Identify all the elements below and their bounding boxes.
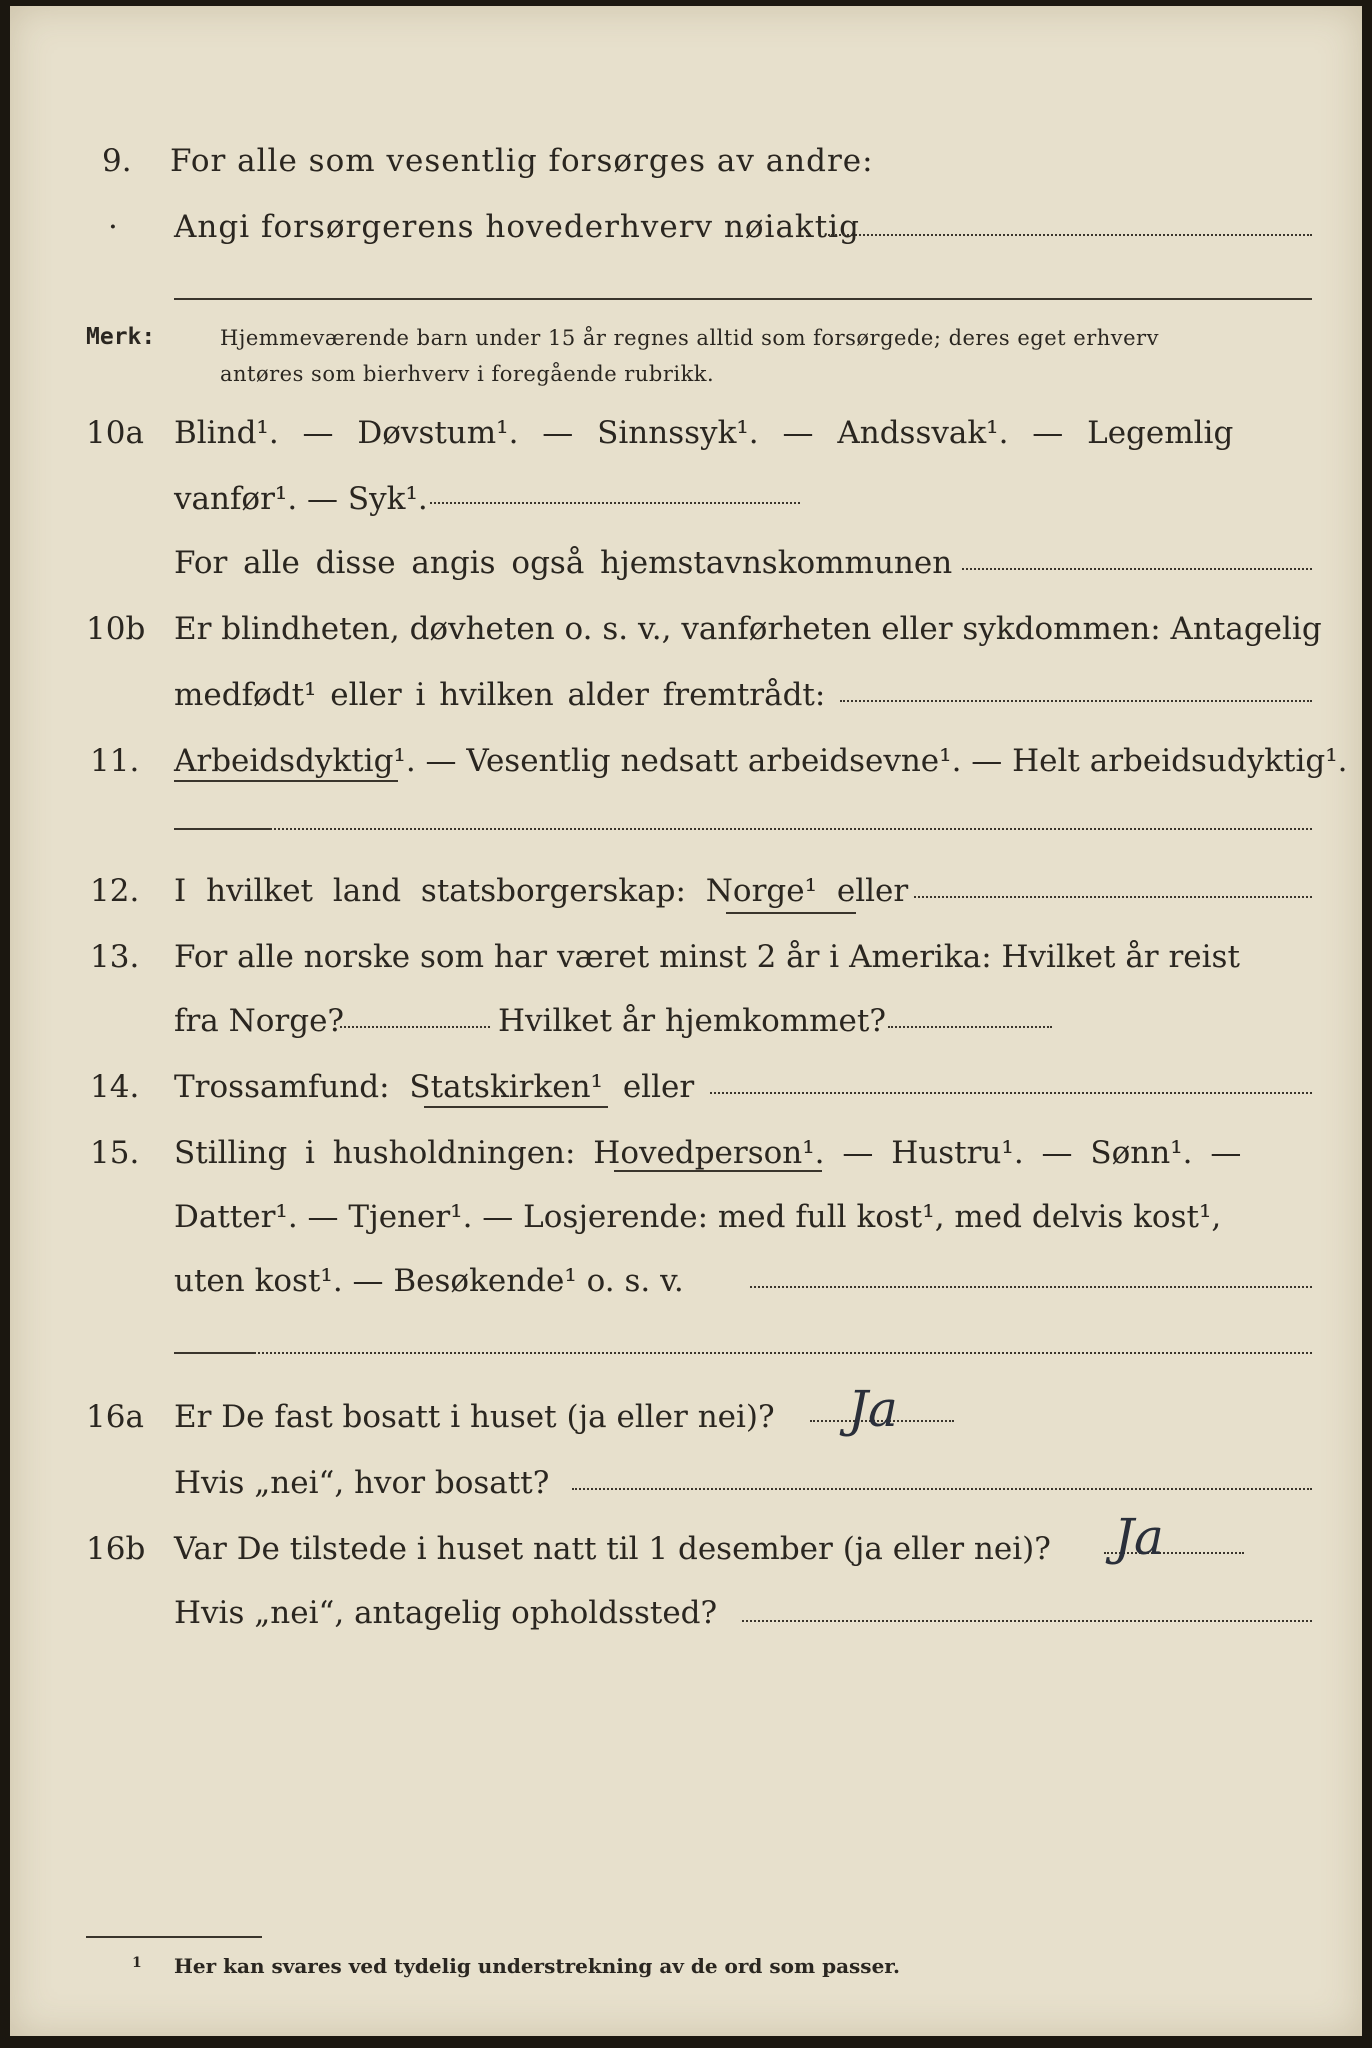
- q16b-line2: Hvis „nei“, antagelig opholdssted?: [174, 1595, 718, 1631]
- q15-answer-line-2: [254, 1352, 1312, 1354]
- q14-number: 14.: [90, 1069, 140, 1105]
- bullet-mark: ·: [108, 209, 118, 245]
- q9-line1: For alle som vesentlig forsørges av andre:: [170, 143, 874, 179]
- q15-line2: Datter¹. — Tjener¹. — Losjerende: med full kost¹, med delvis kost¹,: [174, 1199, 1222, 1235]
- footnote-rule: [86, 1936, 262, 1938]
- q13-hjemkommet-answer-line: [888, 1026, 1052, 1028]
- q12-line1: I hvilket land statsborgerskap: Norge¹ eller: [174, 873, 909, 909]
- q10a-kommune-answer-line: [962, 568, 1312, 570]
- q9-answer-rule: [174, 298, 1312, 300]
- q10a-number: 10a: [86, 415, 144, 451]
- q10b-number: 10b: [86, 611, 146, 647]
- q13-number: 13.: [90, 939, 140, 975]
- q12-underline-norge: [726, 912, 856, 914]
- q10a-line1: Blind¹. — Døvstum¹. — Sinnssyk¹. — Andssvak¹. — Legemlig: [174, 415, 1234, 451]
- q10a-line3: For alle disse angis også hjemstavnskommunen: [174, 545, 953, 581]
- q16a-line1: Er De fast bosatt i huset (ja eller nei)?: [174, 1399, 775, 1435]
- q15-underline-hovedperson: [614, 1170, 822, 1172]
- census-form-page: [10, 6, 1362, 2036]
- q15-answer-line: [750, 1286, 1312, 1288]
- q11-underline-arbeidsdyktig: [174, 780, 398, 782]
- q14-underline-statskirken: [424, 1106, 608, 1108]
- q9-number: 9.: [102, 143, 132, 179]
- q15-number: 15.: [90, 1135, 140, 1171]
- q9-answer-line: [828, 234, 1312, 236]
- q16b-handwritten-answer: Ja: [1114, 1508, 1164, 1566]
- merk-label: Merk:: [86, 324, 156, 350]
- q10a-line2: vanfør¹. — Syk¹.: [174, 481, 428, 517]
- q11-number: 11.: [90, 743, 140, 779]
- q9-line2: Angi forsørgerens hovederhverv nøiaktig: [174, 209, 860, 245]
- q10a-syk-answer-line: [430, 502, 800, 504]
- q14-line1: Trossamfund: Statskirken¹ eller: [174, 1069, 695, 1105]
- q13-line2a: fra Norge?: [174, 1003, 345, 1039]
- q16a-number: 16a: [86, 1399, 144, 1435]
- merk-line2: antøres som bierhverv i foregående rubrikk.: [220, 362, 715, 386]
- footnote-text: Her kan svares ved tydelig understrekning av de ord som passer.: [174, 1954, 900, 1978]
- q14-answer-line: [710, 1092, 1312, 1094]
- q10b-line1: Er blindheten, døvheten o. s. v., vanførheten eller sykdommen: Antagelig: [174, 611, 1322, 647]
- q13-line2b: Hvilket år hjemkommet?: [498, 1003, 886, 1039]
- q10b-line2: medfødt¹ eller i hvilken alder fremtrådt:: [174, 677, 826, 713]
- q10b-answer-line: [840, 700, 1312, 702]
- q16a-line2: Hvis „nei“, hvor bosatt?: [174, 1465, 550, 1501]
- q16a-bosatt-answer-line: [572, 1488, 1312, 1490]
- q11-line1: Arbeidsdyktig¹. — Vesentlig nedsatt arbeidsevne¹. — Helt arbeidsudyktig¹.: [174, 743, 1348, 779]
- q16b-line1: Var De tilstede i huset natt til 1 desember (ja eller nei)?: [174, 1531, 1051, 1567]
- merk-line1: Hjemmeværende barn under 15 år regnes alltid som forsørgede; deres eget erhverv: [220, 326, 1159, 350]
- q16b-number: 16b: [86, 1531, 146, 1567]
- q15-answer-rule-solid: [174, 1352, 254, 1354]
- q15-line1: Stilling i husholdningen: Hovedperson¹. — Hustru¹. — Sønn¹. —: [174, 1135, 1242, 1171]
- footnote-mark: 1: [132, 1955, 142, 1971]
- q12-answer-line: [914, 896, 1312, 898]
- q16b-opholdssted-answer-line: [742, 1620, 1312, 1622]
- q11-answer-rule-solid: [174, 828, 270, 830]
- q13-reist-answer-line: [340, 1026, 490, 1028]
- q11-answer-line: [270, 828, 1312, 830]
- q15-line3: uten kost¹. — Besøkende¹ o. s. v.: [174, 1263, 684, 1299]
- q13-line1: For alle norske som har været minst 2 år i Amerika: Hvilket år reist: [174, 939, 1240, 975]
- q16a-handwritten-answer: Ja: [848, 1380, 898, 1438]
- q12-number: 12.: [90, 873, 140, 909]
